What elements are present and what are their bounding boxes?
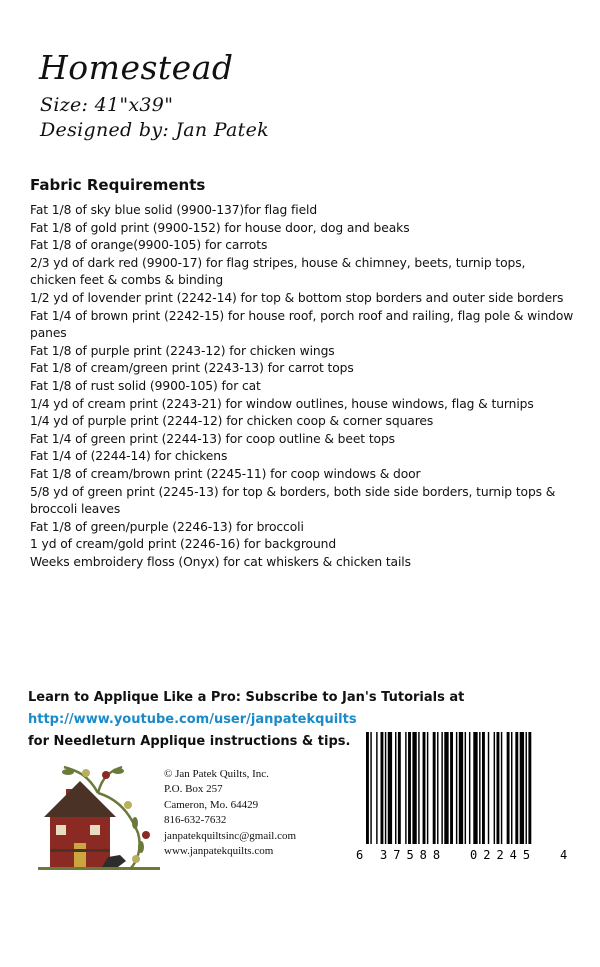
fabric-item: 1/4 yd of cream print (2243-21) for window outlines, house windows, flag & turnips xyxy=(30,396,534,411)
fabric-item: Fat 1/8 of green/purple (2246-13) for broccoli xyxy=(30,519,304,534)
barcode-bar xyxy=(395,732,396,844)
fabric-item: Fat 1/8 of cream/brown print (2245-11) for coop windows & door xyxy=(30,466,421,481)
email-address: janpatekquiltsinc@gmail.com xyxy=(164,829,297,842)
fabric-item: 5/8 yd of green print (2245-13) for top & borders, both side side borders, turnip tops & broccoli leaves xyxy=(30,484,556,517)
barcode-bar xyxy=(507,732,510,844)
barcode-bar xyxy=(469,732,470,844)
contact-info xyxy=(164,767,354,859)
barcode-lead-digit: 6 xyxy=(356,848,364,862)
barcode xyxy=(352,732,572,864)
barcode-bar xyxy=(456,732,457,844)
designer-credit: Designed by: Jan Patek xyxy=(40,119,269,141)
barcode-bar xyxy=(376,732,377,844)
barcode-bar xyxy=(405,732,406,844)
fabric-item: Fat 1/8 of gold print (9900-152) for house door, dog and beaks xyxy=(30,220,410,235)
fabric-item: Weeks embroidery floss (Onyx) for cat whiskers & chicken tails xyxy=(30,554,411,569)
barcode-bar xyxy=(370,732,371,844)
barcode-bar xyxy=(385,732,386,844)
barcode-bar xyxy=(388,732,392,844)
barcode-bar xyxy=(520,732,524,844)
fabric-item: Fat 1/4 of (2244-14) for chickens xyxy=(30,449,228,464)
tutorial-promo-text: Learn to Applique Like a Pro: Subscribe to Jan's Tutorials at xyxy=(28,690,465,705)
barcode-bar xyxy=(433,732,436,844)
company-name: © Jan Patek Quilts, Inc. xyxy=(164,768,269,780)
fabric-item: Fat 1/4 of brown print (2242-15) for house roof, porch roof and railing, flag pole & window panes xyxy=(30,308,574,341)
fabric-item: Fat 1/8 of purple print (2243-12) for chicken wings xyxy=(30,343,335,358)
barcode-bar xyxy=(526,732,527,844)
barcode-bar xyxy=(515,732,518,844)
barcode-bar xyxy=(418,732,419,844)
fabric-item: 2/3 yd of dark red (9900-17) for flag stripes, house & chimney, beets, turnip tops, chicken feet & combs & binding xyxy=(30,255,526,288)
homestead-logo-image xyxy=(38,763,160,875)
fabric-item: Fat 1/8 of rust solid (9900-105) for cat xyxy=(30,378,261,393)
barcode-bar xyxy=(528,732,531,844)
fabric-item: Fat 1/8 of cream/green print (2243-13) for carrot tops xyxy=(30,361,354,376)
city-zip: Cameron, Mo. 64429 xyxy=(164,798,259,811)
barcode-bar xyxy=(497,732,500,844)
barcode-bar xyxy=(423,732,426,844)
barcode-bar xyxy=(441,732,442,844)
fabric-requirements-list xyxy=(30,202,575,571)
quilt-size: Size: 41"x39" xyxy=(40,94,174,116)
barcode-bar xyxy=(437,732,438,844)
barcode-bar xyxy=(450,732,453,844)
barcode-bars xyxy=(366,732,531,844)
barcode-bar xyxy=(459,732,463,844)
barcode-bar xyxy=(366,732,369,844)
barcode-bar xyxy=(444,732,448,844)
fabric-item: 1/4 yd of purple print (2244-12) for chicken coop & corner squares xyxy=(30,414,434,429)
website-url: www.janpatekquilts.com xyxy=(164,845,274,858)
barcode-bar xyxy=(412,732,416,844)
fabric-item: Fat 1/4 of green print (2244-13) for coop outline & beet tops xyxy=(30,431,395,446)
barcode-bar xyxy=(465,732,466,844)
barcode-bar xyxy=(473,732,477,844)
barcode-right-digits: 02245 xyxy=(470,848,537,862)
barcode-check-digit: 4 xyxy=(560,848,568,862)
barcode-bar xyxy=(479,732,480,844)
barcode-bar xyxy=(381,732,384,844)
barcode-bar xyxy=(511,732,512,844)
fabric-item: Fat 1/8 of sky blue solid (9900-137)for flag field xyxy=(30,203,318,217)
pattern-title: Homestead xyxy=(39,48,234,87)
youtube-link[interactable]: http://www.youtube.com/user/janpatekquilts xyxy=(28,712,357,727)
tutorial-promo-subtext: for Needleturn Applique instructions & tips. xyxy=(28,734,351,749)
fabric-item: Fat 1/8 of orange(9900-105) for carrots xyxy=(30,238,268,253)
fabric-requirements-heading: Fabric Requirements xyxy=(30,176,206,194)
barcode-bar xyxy=(501,732,502,844)
barcode-bar xyxy=(482,732,485,844)
barcode-bar xyxy=(427,732,428,844)
phone-number: 816-632-7632 xyxy=(164,814,227,827)
barcode-left-digits: 37588 xyxy=(380,848,447,862)
barcode-bar xyxy=(408,732,411,844)
fabric-item: 1/2 yd of lovender print (2242-14) for top & bottom stop borders and outer side borders xyxy=(30,290,564,305)
po-box: P.O. Box 257 xyxy=(164,783,223,796)
barcode-bar xyxy=(494,732,495,844)
barcode-bar xyxy=(488,732,489,844)
barcode-bar xyxy=(398,732,401,844)
fabric-item: 1 yd of cream/gold print (2246-16) for background xyxy=(30,537,337,552)
